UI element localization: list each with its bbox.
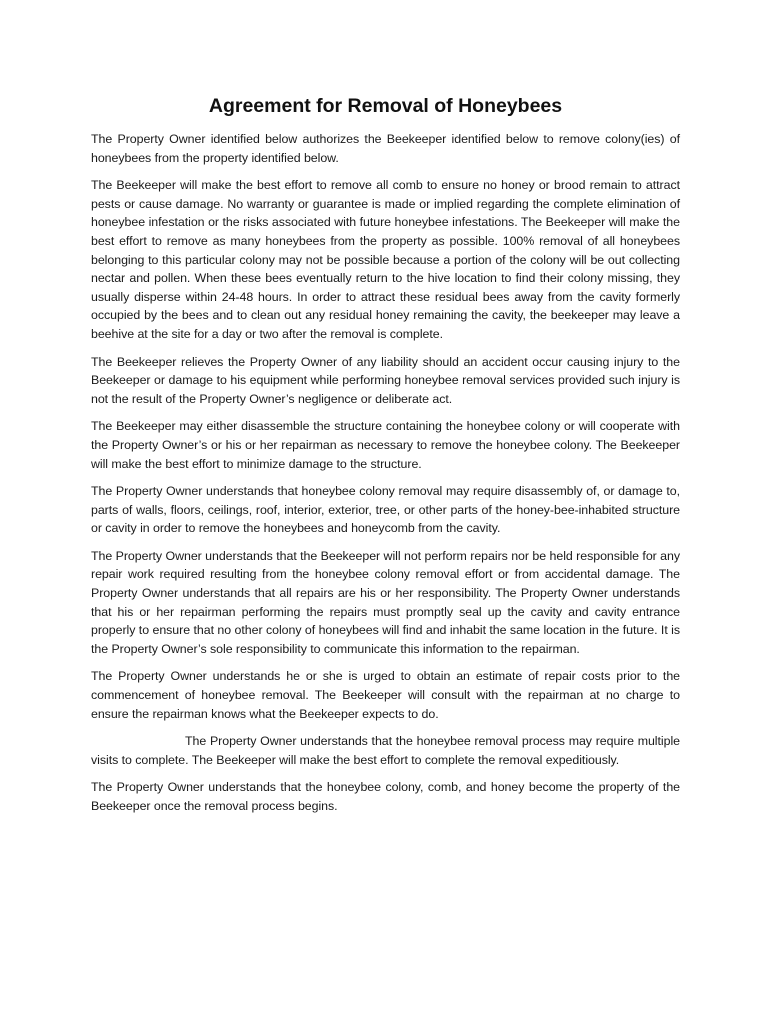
paragraph-comb-removal: The Beekeeper will make the best effort to remove all comb to ensure no honey or brood remain to attract pests or cause damage. No warranty or guarantee is made or implied regarding the complete elimination of honeybee infestation or the risks associated with future honeybee infestations. The Beekeeper will make the best effort to remove as many honeybees from the property as possible. 100% removal of all honeybees belonging to this particular colony may not be possible because a portion of the colony will be out collecting nectar and pollen. When these bees eventually return to the hive location to find their colony missing, they usually disperse within 24-48 hours. In order to attract these residual bees away from the cavity formerly occupied by the bees and to clean out any residual honey remaining the cavity, the beekeeper may leave a beehive at the site for a day or two after the removal is complete. (91, 178, 680, 341)
document-page (91, 92, 680, 825)
paragraph-repairs: The Property Owner understands that the Beekeeper will not perform repairs nor be held responsible for any repair work required resulting from the honeybee colony removal effort or from accidental damage. The Property Owner understands that all repairs are his or her responsibility. The Property Owner understands that his or her repairman performing the repairs must promptly seal up the cavity and cavity entrance properly to ensure that no other colony of honeybees will find and inhabit the same location in the future. It is the Property Owner’s sole responsibility to communicate this information to the repairman. (91, 548, 680, 656)
paragraph-multiple-visits: The Property Owner understands that the honeybee removal process may require multiple visits to complete. The Beekeeper will make the best effort to complete the removal expeditiously. (91, 734, 680, 767)
paragraph-liability: The Beekeeper relieves the Property Owner of any liability should an accident occur causing injury to the Beekeeper or damage to his equipment while performing honeybee removal services provided such injury is not the result of the Property Owner’s negligence or deliberate act. (91, 354, 680, 406)
paragraph-damage: The Property Owner understands that honeybee colony removal may require disassembly of, or damage to, parts of walls, floors, ceilings, roof, interior, exterior, tree, or other parts of the honey-bee-inhabited structure or cavity in order to remove the honeybees and honeycomb from the cavity. (91, 484, 680, 536)
paragraph-property-transfer: The Property Owner understands that the honeybee colony, comb, and honey become the property of the Beekeeper once the removal process begins. (91, 780, 680, 813)
paragraph-estimate: The Property Owner understands he or she is urged to obtain an estimate of repair costs prior to the commencement of honeybee removal. The Beekeeper will consult with the repairman at no charge to ensure the repairman knows what the Beekeeper expects to do. (91, 669, 680, 721)
paragraph-disassembly: The Beekeeper may either disassemble the structure containing the honeybee colony or will cooperate with the Property Owner’s or his or her repairman as necessary to remove the honeybee colony. The Beekeeper will make the best effort to minimize damage to the structure. (91, 419, 680, 471)
document-title: Agreement for Removal of Honeybees (208, 95, 563, 117)
paragraph-authorization: The Property Owner identified below authorizes the Beekeeper identified below to remove colony(ies) of honeybees from the property identified below. (91, 132, 680, 165)
